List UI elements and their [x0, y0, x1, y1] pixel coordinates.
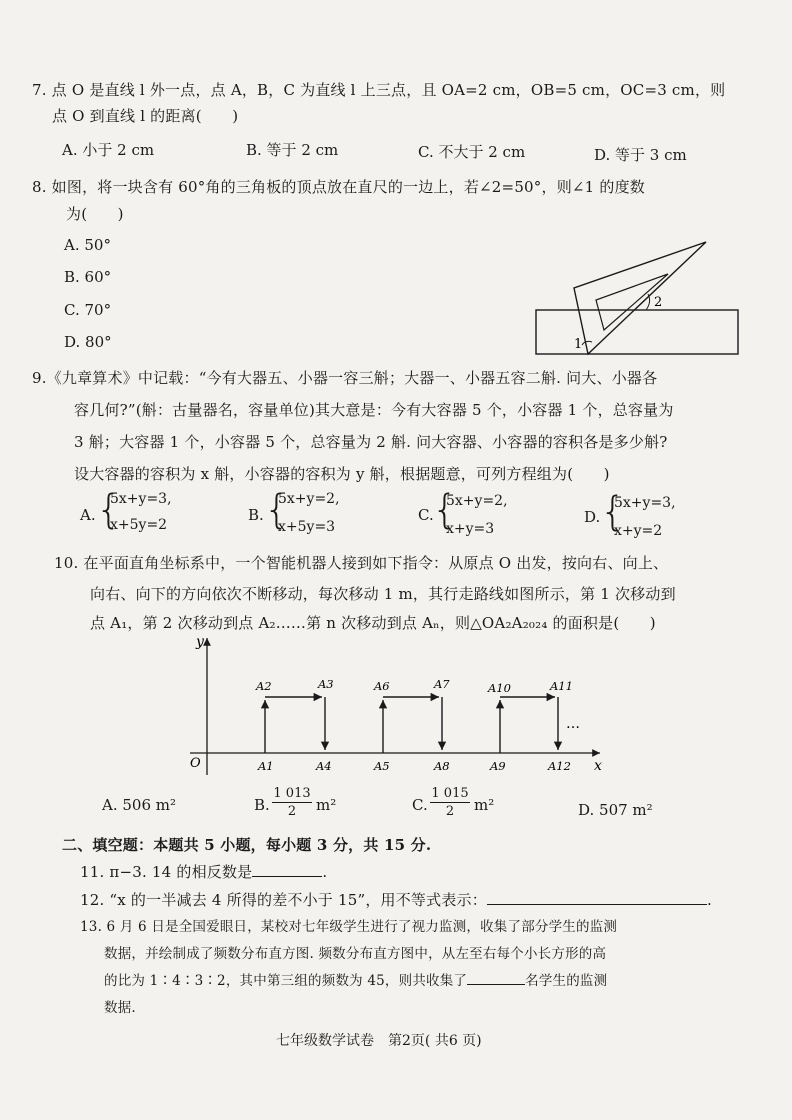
point-label-a12: A12	[548, 759, 571, 773]
point-label-a9: A9	[490, 759, 506, 773]
q11-end: .	[322, 863, 328, 881]
q13-line3	[104, 971, 607, 991]
q9-option-c-eq1: 5x+y=2,	[446, 493, 508, 509]
q9-option-a-brace: {	[96, 487, 122, 533]
q10-option-d: D. 507 m²	[578, 801, 653, 819]
q9-option-b-eq1: 5x+y=2,	[278, 491, 340, 507]
point-label-a4: A4	[316, 759, 332, 773]
q9-line4: 设大容器的容积为 x 斛，小容器的容积为 y 斛，根据题意，可列方程组为( )	[74, 465, 610, 483]
q11-answer-blank	[252, 876, 322, 877]
q10-option-b-fraction	[272, 786, 312, 819]
x-axis-label: x	[594, 758, 602, 774]
q9-option-b-brace: {	[264, 487, 290, 533]
q10-option-c-unit: m²	[474, 796, 495, 814]
ruler	[536, 310, 738, 354]
angle-1-arc	[582, 341, 592, 345]
q9-option-d-eq2: x+y=2	[614, 523, 663, 539]
q10-option-c-numerator: 1 015	[431, 786, 469, 801]
point-label-a3: A3	[318, 677, 334, 691]
section-2-title: 二、填空题：本题共 5 小题，每小题 3 分，共 15 分.	[62, 836, 432, 854]
q9-line3: 3 斛；大容器 1 个，小容器 5 个，总容量为 2 斛. 问大容器、小容器的容积各是多少斛?	[74, 433, 668, 451]
q8-ruler-triangle-figure	[530, 230, 762, 360]
q9-option-d-brace: {	[600, 489, 626, 535]
q9-option-a-eq1: 5x+y=3,	[110, 491, 172, 507]
q10-option-c-denominator: 2	[445, 804, 455, 819]
q7-option-a: A. 小于 2 cm	[62, 141, 155, 159]
q13-line4: 数据.	[104, 1000, 136, 1016]
q10-option-a: A. 506 m²	[102, 796, 177, 814]
point-label-a6: A6	[374, 679, 390, 693]
path-ellipsis: …	[566, 716, 580, 732]
q12-text: 12. “x 的一半减去 4 所得的差不小于 15”，用不等式表示：	[80, 891, 487, 909]
q8-line1: 8. 如图，将一块含有 60°角的三角板的顶点放在直尺的一边上，若∠2=50°，则∠1 的度数	[32, 178, 645, 196]
q7-option-b: B. 等于 2 cm	[246, 141, 339, 159]
q10-line1: 10. 在平面直角坐标系中，一个智能机器人接到如下指令：从原点 O 出发，按向右、向上、	[54, 554, 669, 572]
q13-line1: 13. 6 月 6 日是全国爱眼日，某校对七年级学生进行了视力监测，收集了部分学生的监测	[80, 919, 618, 935]
angle-1-label: 1	[574, 337, 583, 352]
point-label-a11: A11	[550, 679, 573, 693]
q10-option-b-unit: m²	[316, 796, 337, 814]
q9-option-a-eq2: x+5y=2	[110, 517, 168, 533]
q11-text: 11. π−3. 14 的相反数是	[80, 863, 253, 881]
q9-option-c-label: C.	[418, 506, 434, 524]
q10-option-b-label: B.	[254, 796, 270, 814]
q7-option-c: C. 不大于 2 cm	[418, 143, 526, 161]
q7-line1: 7. 点 O 是直线 l 外一点，点 A，B，C 为直线 l 上三点，且 OA=2 cm，OB=5 cm，OC=3 cm，则	[32, 81, 726, 99]
page-footer: 七年级数学试卷 第2页( 共6 页)	[276, 1033, 482, 1049]
q7-line2: 点 O 到直线 l 的距离( )	[52, 107, 239, 125]
q10-robot-path-figure	[180, 630, 620, 780]
q10-option-b-numerator: 1 013	[273, 786, 311, 801]
q8-line2: 为( )	[66, 205, 124, 223]
point-label-a2: A2	[256, 679, 272, 693]
q8-option-a: A. 50°	[64, 236, 111, 254]
q7-option-d: D. 等于 3 cm	[594, 146, 687, 164]
q9-option-b-label: B.	[248, 506, 264, 524]
origin-label: O	[190, 756, 201, 771]
q13-answer-blank	[467, 984, 525, 985]
q9-line2: 容几何?”(斛：古量器名，容量单位)其大意是：今有大容器 5 个，小容器 1 个，总容量为	[74, 401, 674, 419]
q10-line3: 点 A₁，第 2 次移动到点 A₂……第 n 次移动到点 Aₙ，则△OA₂A₂₀₂₄ 的面积是( )	[90, 614, 656, 632]
point-label-a1: A1	[258, 759, 274, 773]
point-label-a8: A8	[434, 759, 450, 773]
y-axis-label: y	[196, 634, 204, 650]
q9-line1: 9.《九章算术》中记载：“今有大器五、小器一容三斛；大器一、小器五容二斛. 问大、小器各	[32, 369, 658, 387]
angle-2-label: 2	[654, 295, 663, 310]
q9-option-d-label: D.	[584, 508, 601, 526]
point-label-a7: A7	[434, 677, 450, 691]
q10-option-c-label: C.	[412, 796, 428, 814]
q11-line	[80, 862, 327, 882]
q9-option-c-brace: {	[432, 487, 458, 533]
point-label-a10: A10	[488, 681, 511, 695]
q13-after-blank: 名学生的监测	[525, 973, 608, 989]
q10-option-c-fraction	[430, 786, 470, 819]
q13-line3-text: 的比为 1∶4∶3∶2，其中第三组的频数为 45，则共收集了	[104, 973, 468, 989]
q9-option-a-label: A.	[80, 506, 96, 524]
q9-option-d-eq1: 5x+y=3,	[614, 495, 676, 511]
q8-option-b: B. 60°	[64, 268, 112, 286]
q10-option-b-denominator: 2	[287, 804, 297, 819]
q8-option-d: D. 80°	[64, 333, 112, 351]
q12-end: .	[706, 891, 712, 909]
q9-option-c-eq2: x+y=3	[446, 521, 495, 537]
q10-line2: 向右、向下的方向依次不断移动，每次移动 1 m，其行走路线如图所示，第 1 次移动到	[90, 585, 676, 603]
q9-option-b-eq2: x+5y=3	[278, 519, 336, 535]
q13-line2: 数据，并绘制成了频数分布直方图. 频数分布直方图中，从左至右每个小长方形的高	[104, 946, 607, 962]
q8-option-c: C. 70°	[64, 301, 112, 319]
point-label-a5: A5	[374, 759, 390, 773]
q12-answer-blank	[487, 904, 707, 905]
q12-line	[80, 890, 712, 910]
